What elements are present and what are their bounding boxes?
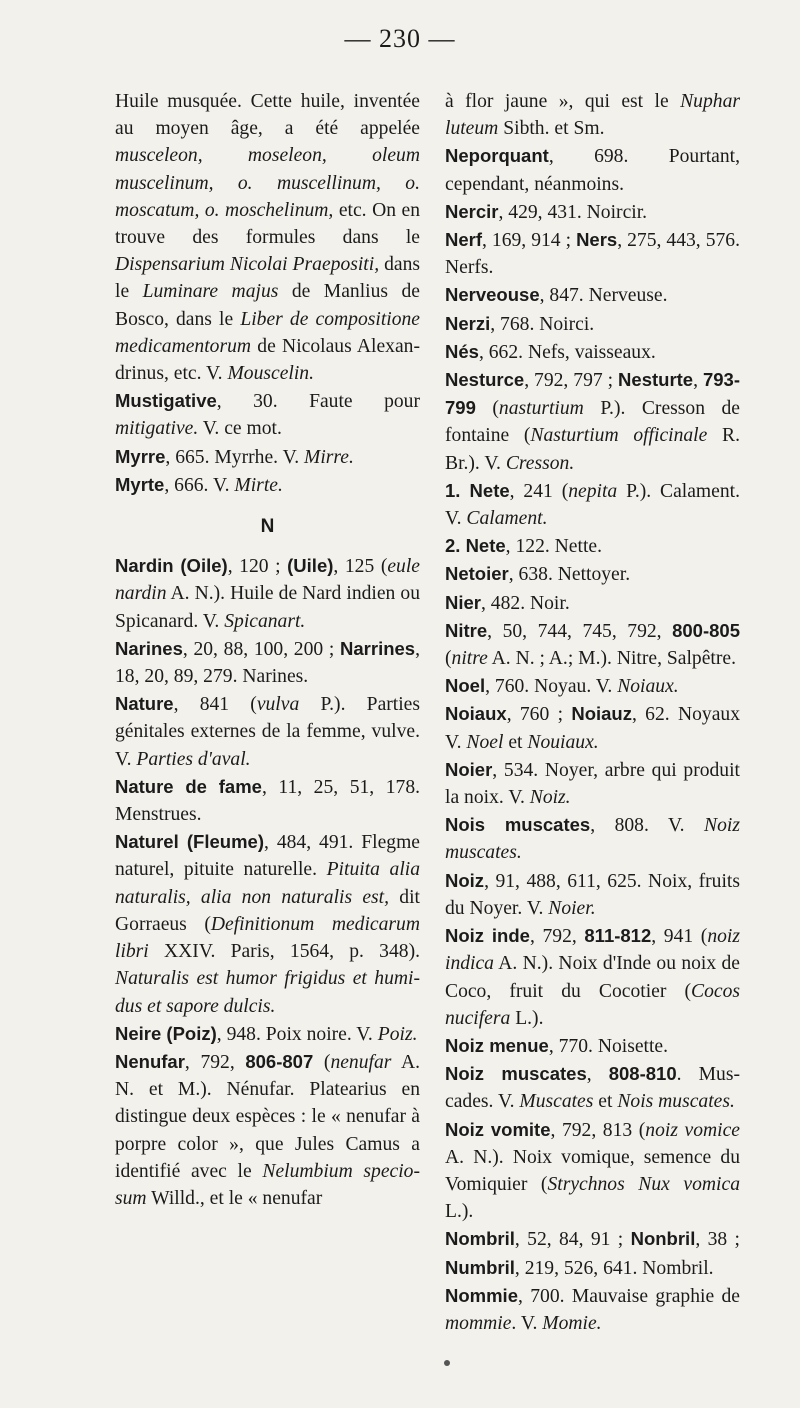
entry-headword: Nardin (Oile) [115, 555, 228, 577]
entry-text: . V. [511, 1312, 543, 1334]
entry-italic-text: musceleon, moseleon, oleum muscelinum, o. muscellinum, o. moscatum, o. moschelinum, [115, 145, 420, 221]
dictionary-entry [445, 366, 740, 477]
entry-headword: Nitre [445, 619, 488, 641]
entries-right [445, 88, 740, 1337]
entry-text: ( [313, 1051, 331, 1073]
entry-italic-text: mitigative. [115, 418, 199, 440]
dictionary-entry [115, 1020, 420, 1048]
entry-text: , 760 ; [506, 704, 572, 726]
entry-text: , 38 ; [695, 1229, 740, 1251]
entry-italic-text: Pituita alia naturalis, alia non naturalis est, [115, 859, 421, 908]
entry-text: , 948. Poix noire. V. [216, 1023, 378, 1045]
dictionary-entry [445, 700, 740, 755]
entry-text: , 841 ( [173, 694, 257, 716]
entry-text: L.). [445, 1201, 474, 1223]
entry-headword: Nombril [445, 1228, 515, 1250]
dictionary-entry [445, 142, 740, 197]
entry-text: A. N. et M.). Nénufar. Platearius en distingue deux espèces : le « nenufar à porpre color », que Jules Camus a identifié avec le [115, 1051, 420, 1182]
entry-headword: Nerveouse [445, 284, 540, 306]
dictionary-entry [115, 443, 420, 471]
entry-text: et [503, 731, 528, 753]
dictionary-entry [115, 471, 420, 499]
entry-italic-text: Dispensarium Nicolai Praepositi, [115, 254, 380, 276]
entry-text: , [693, 370, 703, 392]
dictionary-entry [445, 310, 740, 338]
entry-headword: 800-805 [672, 619, 740, 641]
entry-italic-text: Mouscelin. [227, 363, 315, 385]
entry-text: , 792, 813 ( [550, 1119, 646, 1141]
entry-italic-text: mommie [445, 1312, 512, 1334]
entry-italic-text: Noiz muscates. [445, 815, 740, 864]
entry-text: , 770. Noisette. [548, 1035, 669, 1057]
entry-text: Willd., et le « nenufar [146, 1187, 323, 1209]
entry-text: . Muscades. V. [445, 1064, 740, 1113]
entry-headword: Nommie [445, 1284, 518, 1306]
dictionary-entry [115, 690, 420, 773]
dictionary-entry [445, 477, 740, 532]
entry-italic-text: Noier. [548, 897, 596, 919]
entry-text: A. N.). Noix vomique, semence du Vomiquier ( [445, 1146, 740, 1195]
entry-italic-text: Definitionum medicarum libri [115, 913, 420, 963]
entry-text: , 241 ( [509, 480, 569, 502]
entry-italic-text: nitre [451, 648, 488, 670]
dictionary-entry [445, 617, 740, 672]
entry-headword: Nonbril [630, 1228, 696, 1250]
entry-headword: Myrte [115, 473, 165, 495]
entry-headword: Numbril [445, 1256, 515, 1278]
entry-text: , 792, 797 ; [524, 370, 619, 392]
entry-text: R. Br.). V. [445, 425, 740, 474]
entry-text: , 792, [529, 926, 585, 948]
dictionary-entry [445, 922, 740, 1032]
entry-headword: Neire (Poiz) [115, 1022, 217, 1044]
entry-italic-text: Poiz. [377, 1023, 418, 1045]
entry-text: , 638. Nettoyer. [508, 564, 631, 586]
entry-text: , [586, 1064, 609, 1086]
entry-headword: Noiz [445, 869, 485, 891]
entry-headword: Nenufar [115, 1050, 185, 1072]
entry-text: A. N.). Noix d'Inde ou noix de Coco, fruit du Cocotier ( [445, 953, 740, 1002]
entry-text: A. N. ; A.; M.). Nitre, Salpêtre. [487, 648, 736, 670]
entry-headword: Noel [445, 675, 486, 697]
dictionary-entry [115, 1048, 420, 1212]
entry-text: , 760. Noyau. V. [485, 676, 618, 698]
entries-before-letter [115, 387, 420, 499]
dictionary-entry [445, 1282, 740, 1337]
entry-text: , 275, 443, 576. Nerfs. [445, 230, 740, 279]
entry-italic-text: noiz indica [445, 926, 740, 975]
entry-text: , 429, 431. Noircir. [498, 201, 648, 223]
entry-text: , 169, 914 ; [482, 230, 577, 252]
entry-headword: 811-812 [584, 925, 652, 947]
entry-italic-text: Luminare majus [142, 281, 279, 303]
entry-text: P.). Calament. V. [445, 480, 741, 530]
dictionary-entry [445, 226, 740, 281]
entry-italic-text: noiz vomice [645, 1119, 740, 1141]
entry-text: XXIV. Paris, 1564, p. 348). [148, 941, 420, 963]
entry-italic-text: Noel [466, 731, 504, 753]
left-column [115, 88, 420, 1212]
entry-text: , 482. Noir. [481, 592, 570, 614]
entry-italic-text: Muscates [519, 1091, 594, 1113]
dictionary-entry [115, 635, 420, 690]
entry-italic-text: Parties d'aval. [136, 748, 251, 770]
entry-continuation [115, 88, 420, 387]
entry-text: , 62. Noyaux V. [445, 704, 740, 753]
entry-headword: Narines [115, 637, 183, 659]
dictionary-entry [115, 387, 420, 442]
entry-text: Huile musquée. Cette huile, inventée au moyen âge, a été appelée [115, 91, 420, 140]
entry-headword: 1. Nete [445, 479, 510, 501]
dictionary-entry [445, 589, 740, 617]
entry-text: A. N.). Huile de Nard indien ou Spicanard. V. [115, 583, 420, 632]
entry-text: , 50, 744, 745, 792, [487, 620, 673, 642]
dictionary-entry [445, 1032, 740, 1060]
entry-text: , 941 ( [651, 926, 708, 948]
entry-italic-text: Nasturtium officinale [530, 425, 708, 447]
dictionary-entry [445, 560, 740, 588]
entry-italic-text: Spicanart. [224, 610, 306, 632]
entry-text: , 125 ( [333, 556, 388, 578]
entry-italic-text: nasturtium [498, 398, 584, 420]
printer-mark [444, 1360, 450, 1366]
entry-italic-text: Naturalis est humor frigidus et humidus et sapore dulcis. [115, 968, 420, 1017]
entry-italic-text: Noiz. [529, 787, 571, 809]
entry-text: , 792, [184, 1051, 246, 1073]
entry-headword: 2. Nete [445, 535, 506, 557]
entry-text: , 666. V. [164, 474, 235, 496]
entry-text: , 534. Noyer, arbre qui produit la noix. V. [445, 759, 740, 809]
entry-italic-text: Cresson. [505, 452, 575, 474]
dictionary-entry [445, 756, 740, 811]
entry-italic-text: nepita [568, 480, 618, 502]
entry-text: P.). Parties génitales externes de la femme, vulve. V. [115, 694, 420, 770]
entry-headword: Nercir [445, 200, 499, 222]
entry-text: dans le [115, 254, 420, 303]
entry-italic-text: eule nardin [115, 556, 420, 605]
entry-headword: Naturel (Fleume) [115, 831, 264, 853]
entry-headword: (Uile) [287, 555, 334, 577]
entry-text: , 847. Nerveuse. [539, 285, 668, 307]
entry-headword: Nois muscates [445, 814, 591, 836]
dictionary-entry [445, 338, 740, 366]
entry-text: Sibth. et Sm. [498, 118, 605, 140]
entry-text: , 91, 488, 611, 625. Noix, fruits du Noyer. V. [445, 870, 740, 919]
entry-headword: Noiz vomite [445, 1118, 551, 1140]
entry-headword: Mustigative [115, 390, 217, 412]
entry-headword: Nesturce [445, 369, 525, 391]
right-column [445, 88, 740, 1337]
entry-text: , 20, 88, 100, 200 ; [182, 638, 341, 660]
entry-headword: Noiz muscates [445, 1063, 587, 1085]
entry-headword: Noiz menue [445, 1034, 549, 1056]
entry-headword: Netoier [445, 563, 509, 585]
entry-italic-text: Noiaux. [617, 676, 679, 698]
entry-text: de Nicolaus Alexandrinus, etc. V. [115, 335, 420, 385]
dictionary-entry [445, 1116, 740, 1226]
entry-text: V. ce mot. [198, 418, 282, 440]
entry-text: P.). Cresson de fontaine ( [445, 398, 740, 447]
entry-italic-text: Cocos nucifera [445, 980, 740, 1029]
entry-headword: 806-807 [245, 1050, 314, 1072]
entry-headword: Neporquant [445, 145, 549, 167]
entry-text: etc. On en trouve des formules dans le [115, 199, 421, 249]
entry-italic-text: vulva [256, 694, 300, 716]
entry-italic-text: Nuphar luteum [445, 91, 740, 140]
entry-text: et [593, 1091, 618, 1113]
entries-after-letter [115, 552, 420, 1212]
entry-text: L.). [510, 1007, 544, 1029]
entry-headword: 793-799 [445, 369, 740, 419]
entry-text: , 698. Pourtant, cependant, néanmoins. [445, 146, 740, 195]
dictionary-entry [115, 773, 420, 828]
entry-text: ( [445, 648, 452, 670]
dictionary-entry [445, 811, 740, 866]
section-letter-heading: N [260, 516, 275, 538]
dictionary-entry [445, 867, 740, 922]
entry-headword: Nature [115, 693, 174, 715]
dictionary-entry [445, 1060, 740, 1115]
page-number-header: — 230 — [344, 24, 456, 53]
entry-text: , 484, 491. Flegme naturel, pituite naturelle. [115, 832, 421, 881]
entry-text: , 768. Noirci. [490, 313, 595, 335]
entry-text: de Manlius de Bosco, dans le [115, 281, 420, 330]
entry-text: , 219, 526, 641. Nombril. [514, 1257, 714, 1279]
entry-italic-text: nenufar [330, 1051, 392, 1073]
entry-italic-text: Momie. [542, 1312, 602, 1334]
entry-text: , 120 ; [227, 556, 288, 578]
entry-headword: Ners [576, 229, 618, 251]
entry-headword: Myrre [115, 445, 166, 467]
entry-headword: Nés [445, 340, 479, 362]
entry-text: , 52, 84, 91 ; [514, 1229, 631, 1251]
entry-headword: Narrines [340, 637, 416, 659]
entry-text: dit Gorraeus ( [115, 886, 420, 935]
entry-text: , 808. V. [590, 815, 705, 837]
entry-text: , 665. Myrrhe. V. [165, 446, 305, 468]
entry-text: à flor jaune », qui est le [445, 91, 681, 112]
entry-text: , 662. Nefs, vaisseaux. [478, 341, 656, 363]
entry-text: , 30. Faute pour [216, 391, 420, 413]
entry-headword: Nier [445, 591, 481, 613]
entry-headword: Noiaux [445, 703, 507, 725]
entry-text: , 18, 20, 89, 279. Narines. [115, 638, 420, 688]
entry-headword: Noiz inde [445, 925, 530, 947]
dictionary-entry [445, 88, 740, 142]
entry-italic-text: Nois muscates. [617, 1091, 735, 1113]
entry-italic-text: Mirre. [304, 446, 354, 468]
dictionary-entry [115, 552, 420, 635]
entry-italic-text: Liber de compositione medicamentorum [115, 308, 420, 357]
entry-text: , 700. Mauvaise graphie de [518, 1285, 740, 1307]
dictionary-entry [445, 532, 740, 560]
dictionary-entry [445, 281, 740, 309]
entry-headword: Noier [445, 758, 493, 780]
entry-headword: Nerf [445, 229, 483, 251]
entry-italic-text: Nelumbium speciosum [115, 1160, 420, 1209]
entry-headword: Nesturte [618, 369, 694, 391]
entry-text: , 122. Nette. [505, 536, 602, 558]
dictionary-entry [445, 672, 740, 700]
dictionary-entry [445, 1225, 740, 1281]
entry-headword: Noiauz [571, 703, 632, 725]
entry-headword: Nature de fame [115, 775, 262, 797]
entry-italic-text: Nouiaux. [527, 731, 599, 753]
entry-italic-text: Strychnos Nux vomica [547, 1173, 740, 1195]
entry-text: ( [475, 398, 499, 420]
dictionary-entry [115, 828, 420, 1019]
entry-headword: Nerzi [445, 312, 491, 334]
entry-headword: 808-810 [608, 1063, 677, 1085]
entry-italic-text: Mirte. [234, 474, 283, 496]
entry-italic-text: Calament. [466, 508, 548, 530]
entry-text: , 11, 25, 51, 178. Menstrues. [115, 776, 421, 826]
dictionary-entry [445, 198, 740, 226]
